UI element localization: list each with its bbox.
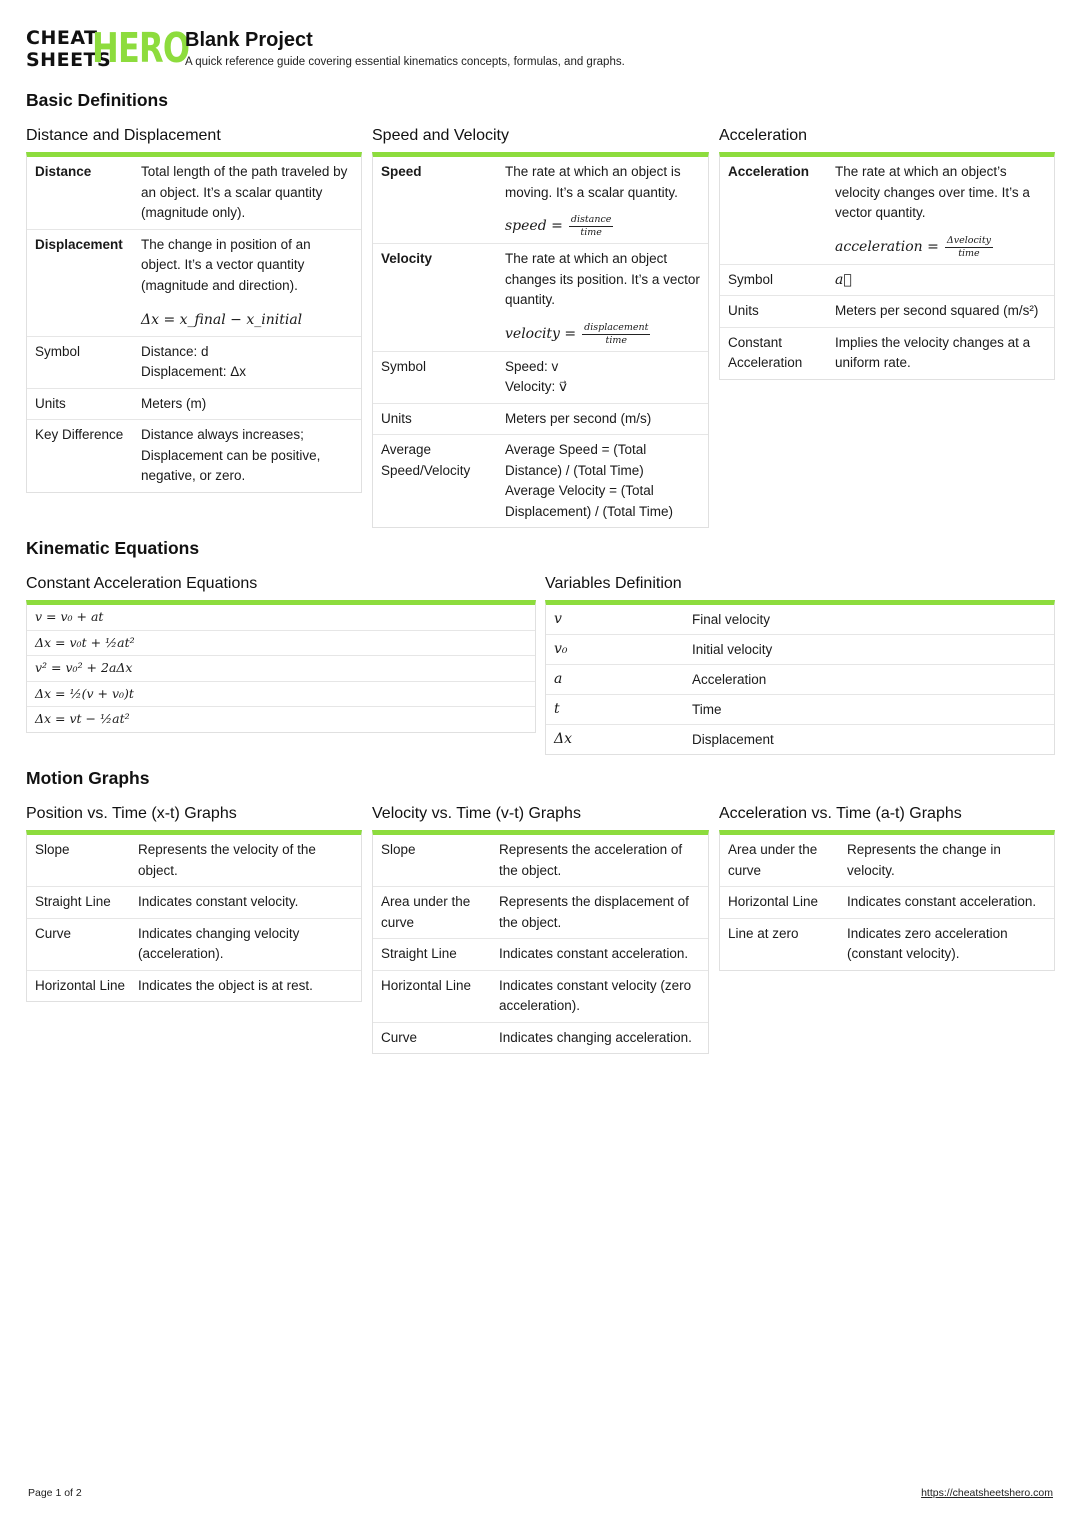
card-position-time-graphs <box>26 804 362 1002</box>
card-title: Position vs. Time (x-t) Graphs <box>26 805 237 822</box>
speed-formula <box>505 215 700 238</box>
row-line: Displacement: Δx <box>141 364 247 379</box>
row-key: Constant Acceleration <box>728 334 803 370</box>
row-value: Meters (m) <box>141 395 207 411</box>
formula-fraction <box>945 236 993 259</box>
equation-row: v² = v₀² + 2aΔx <box>27 656 535 682</box>
formula-lhs: acceleration = <box>835 238 939 255</box>
row-value <box>505 162 700 238</box>
table-row <box>27 157 361 230</box>
table-row <box>27 919 361 971</box>
displacement-formula: Δx = x_final − x_initial <box>141 312 303 328</box>
row-value <box>505 249 700 346</box>
variable-symbol: v₀ <box>554 641 568 657</box>
cheatsheetshero-logo[interactable] <box>26 24 190 72</box>
row-value: Indicates constant velocity (zero acceleration). <box>499 977 692 1013</box>
table-row <box>27 337 361 389</box>
formula-fraction <box>569 215 614 238</box>
row-key: Symbol <box>381 358 427 374</box>
row-value: Indicates constant velocity. <box>138 894 299 909</box>
row-key: Units <box>35 395 66 411</box>
card-body <box>372 830 709 1054</box>
card-acceleration-time-graphs <box>719 804 1055 971</box>
row-key: Horizontal Line <box>381 977 472 993</box>
variable-definition: Acceleration <box>692 672 767 687</box>
row-value: Indicates changing velocity (acceleration). <box>138 925 300 961</box>
variable-row <box>546 635 1054 665</box>
card-acceleration <box>719 126 1055 380</box>
row-value <box>141 342 353 383</box>
variable-symbol: Δx <box>554 731 573 747</box>
row-line: Distance: d <box>141 343 209 359</box>
variable-symbol: a <box>554 671 563 687</box>
row-key: Horizontal Line <box>35 977 126 993</box>
row-key: Key Difference <box>35 427 124 442</box>
table-row <box>373 835 708 887</box>
logo-line-cheat: CHEAT <box>26 27 98 49</box>
equation-row: Δx = v₀t + ½at² <box>27 631 535 657</box>
row-key: Straight Line <box>35 894 111 909</box>
row-value: Indicates changing acceleration. <box>499 1029 692 1045</box>
row-key: Curve <box>381 1029 418 1045</box>
table-row <box>720 265 1054 297</box>
row-value <box>141 235 353 331</box>
equation-row: Δx = vt − ½at² <box>35 711 130 726</box>
row-line: Velocity: v⃗ <box>505 379 568 394</box>
card-constant-acceleration-equations <box>26 574 536 733</box>
row-text: The rate at which an object changes its position. It’s a vector quantity. <box>505 251 700 307</box>
variable-row <box>546 695 1054 725</box>
row-value: Distance always increases; Displacement can be positive, negative, or zero. <box>141 427 321 483</box>
row-value <box>835 162 1046 259</box>
table-row <box>373 157 708 244</box>
table-row <box>373 887 708 939</box>
equation-row: Δx = ½(v + v₀)t <box>27 682 535 708</box>
row-key: Curve <box>35 925 72 941</box>
row-key: Area under the curve <box>728 842 818 878</box>
row-key: Slope <box>35 842 70 857</box>
card-body <box>26 600 536 733</box>
row-text: The change in position of an object. It’s a vector quantity (magnitude and direction). <box>141 236 311 293</box>
card-title: Acceleration <box>719 127 808 144</box>
fraction-denominator: time <box>580 227 602 238</box>
table-row <box>373 352 708 404</box>
variable-symbol: v <box>554 611 562 627</box>
page-number: Page 1 of 2 <box>28 1487 82 1499</box>
row-value: Total length of the path traveled by an object. It’s a scalar quantity (magnitude only). <box>141 164 348 220</box>
table-row <box>373 244 708 352</box>
card-speed-velocity <box>372 126 709 528</box>
site-link[interactable]: https://cheatsheetshero.com <box>921 1487 1053 1499</box>
fraction-numerator: distance <box>570 214 612 225</box>
variable-definition: Time <box>692 702 722 717</box>
page-subtitle: A quick reference guide covering essential kinematics concepts, formulas, and graphs. <box>185 56 625 68</box>
variable-definition: Initial velocity <box>692 642 773 657</box>
row-key: Horizontal Line <box>728 894 819 909</box>
fraction-numerator: Δvelocity <box>946 234 992 246</box>
row-value <box>505 440 700 522</box>
row-value: Meters per second squared (m/s²) <box>835 303 1039 318</box>
section-title-motion-graphs: Motion Graphs <box>26 768 150 788</box>
table-row <box>720 835 1054 887</box>
page-title: Blank Project <box>185 29 313 51</box>
row-value: Indicates constant acceleration. <box>499 946 689 961</box>
row-value: Represents the acceleration of the object. <box>499 842 683 878</box>
fraction-denominator: time <box>605 334 628 346</box>
row-key: Symbol <box>35 343 81 359</box>
table-row <box>27 971 361 1002</box>
card-title: Constant Acceleration Equations <box>26 575 258 592</box>
velocity-formula <box>505 323 700 346</box>
row-key: Acceleration <box>728 164 810 179</box>
card-distance-displacement <box>26 126 362 493</box>
table-row <box>720 296 1054 328</box>
card-velocity-time-graphs <box>372 804 709 1054</box>
row-text: The rate at which an object is moving. It’s a scalar quantity. <box>505 164 681 200</box>
card-variables-definition <box>545 574 1055 755</box>
table-row <box>27 835 361 887</box>
row-line: Speed: v <box>505 358 559 374</box>
row-text: The rate at which an object’s velocity changes over time. It’s a vector quantity. <box>835 164 1030 220</box>
card-title: Acceleration vs. Time (a-t) Graphs <box>719 805 962 822</box>
row-value: Indicates the object is at rest. <box>138 977 313 993</box>
table-row <box>373 1023 708 1054</box>
row-key: Units <box>381 410 412 426</box>
table-row <box>720 157 1054 265</box>
card-title: Variables Definition <box>545 575 682 592</box>
variable-row <box>546 725 1054 754</box>
row-key: Area under the curve <box>381 894 471 930</box>
table-row <box>373 971 708 1023</box>
row-value: Indicates constant acceleration. <box>847 894 1037 909</box>
table-row <box>27 887 361 919</box>
card-title: Speed and Velocity <box>372 127 509 144</box>
table-row <box>373 435 708 527</box>
row-value <box>505 357 700 398</box>
table-row <box>27 230 361 337</box>
card-body <box>719 830 1055 971</box>
card-title: Distance and Displacement <box>26 127 221 144</box>
card-title: Velocity vs. Time (v-t) Graphs <box>372 805 581 822</box>
row-key: Average Speed/Velocity <box>381 442 471 478</box>
row-key: Slope <box>381 842 416 857</box>
logo-line-sheets: SHEETS <box>26 49 112 71</box>
row-key: Velocity <box>381 251 433 266</box>
formula-fraction <box>582 323 650 346</box>
variable-definition: Final velocity <box>692 612 771 627</box>
row-value: Represents the displacement of the object. <box>499 894 689 930</box>
row-value: Represents the velocity of the object. <box>138 842 316 878</box>
row-key: Straight Line <box>381 946 457 961</box>
row-value: Implies the velocity changes at a uniform rate. <box>835 334 1031 370</box>
card-body <box>372 152 709 528</box>
formula-lhs: velocity = <box>505 325 577 342</box>
title-block <box>185 28 785 68</box>
card-body <box>719 152 1055 380</box>
table-row <box>27 420 361 492</box>
row-value: Meters per second (m/s) <box>505 410 652 426</box>
table-row <box>720 919 1054 970</box>
fraction-numerator: displacement <box>584 321 649 333</box>
row-value: Represents the change in velocity. <box>847 842 1001 878</box>
row-value: Indicates zero acceleration (constant velocity). <box>847 925 1008 961</box>
card-body <box>26 152 362 493</box>
card-body <box>545 600 1055 755</box>
variable-row <box>546 605 1054 635</box>
table-row <box>720 887 1054 919</box>
variable-symbol: t <box>554 701 560 717</box>
section-title-kinematic-equations: Kinematic Equations <box>26 538 200 558</box>
card-body <box>26 830 362 1002</box>
row-line: Average Velocity = (Total Displacement) / (Total Time) <box>505 483 674 519</box>
formula-lhs: speed = <box>505 218 563 235</box>
variable-definition: Displacement <box>692 732 774 747</box>
table-row <box>27 389 361 421</box>
row-key: Distance <box>35 164 92 179</box>
row-key: Speed <box>381 164 422 179</box>
table-row <box>373 939 708 971</box>
variable-row <box>546 665 1054 695</box>
section-title-basic-definitions: Basic Definitions <box>26 90 168 110</box>
row-value: a⃗ <box>835 271 852 288</box>
row-key: Symbol <box>728 271 774 287</box>
table-row <box>720 328 1054 379</box>
row-key: Units <box>728 303 759 318</box>
row-key: Displacement <box>35 236 123 252</box>
acceleration-formula <box>835 236 1046 259</box>
logo-line-hero: HERO <box>92 24 190 72</box>
fraction-denominator: time <box>958 247 980 259</box>
row-line: Average Speed = (Total Distance) / (Total Time) <box>505 442 647 478</box>
equation-row: v = v₀ + at <box>27 605 535 631</box>
row-key: Line at zero <box>728 925 799 941</box>
table-row <box>373 404 708 436</box>
